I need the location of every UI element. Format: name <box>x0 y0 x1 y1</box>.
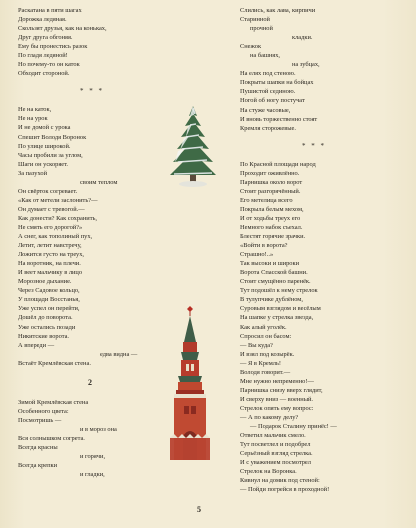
right-poem-line: Кивнул на домик под стеной: <box>240 477 320 485</box>
right-poem-line: Ответил мальчик смело. <box>240 432 306 440</box>
right-poem-line: — Подарок Сталину принёс! — <box>250 423 337 431</box>
left-poem-line: За пазухой <box>18 169 48 177</box>
stanza-gap <box>240 133 400 141</box>
right-poem-line: прочной <box>250 25 273 33</box>
stanza-gap <box>18 390 158 398</box>
right-poem-line: — Вы куда? <box>240 341 273 349</box>
right-poem-line: Снежок <box>240 43 262 51</box>
right-poem-line: Парнишка около ворот <box>240 178 303 186</box>
right-poem-line: на зубцах, <box>292 61 320 69</box>
right-poem-line: Его метелица всего <box>240 196 293 204</box>
left-poem-line: Не смять его дорогой?» <box>18 223 83 231</box>
left-poem-line: едва видна — <box>100 350 138 358</box>
right-poem-line: Покрыла белым мехом, <box>240 205 304 213</box>
right-poem-line: — Я в Кремль! <box>240 359 282 367</box>
left-poem-line: Особенного цвета: <box>18 407 69 415</box>
left-poem-line: Вся солнышком согрета. <box>18 434 85 442</box>
right-poem-line: «Войти в ворота? <box>240 242 288 250</box>
right-poem-line: И вновь торжественно стоят <box>240 115 318 123</box>
left-poem-line: Ему бы пронестись разок <box>18 43 88 51</box>
left-poem-line: Не на урок <box>18 115 48 123</box>
left-poem-line: Никитские ворота. <box>18 332 70 340</box>
left-poem-line: Обходит стороной. <box>18 70 70 78</box>
left-poem-line: Часы пробили за углом, <box>18 151 83 159</box>
right-poem-line: Покрыты шапки на бойцах <box>240 79 314 87</box>
right-poem-line: Страшно!..» <box>240 251 274 259</box>
left-poem-line: Через Садовое кольцо, <box>18 287 80 295</box>
left-poem-line: По улице широкой. <box>18 142 71 150</box>
left-poem-line: Морозное дыхание. <box>18 278 72 286</box>
left-poem-line: и в мороз она <box>80 425 117 433</box>
stanza-gap <box>18 78 158 86</box>
right-poem-line: Володя говорит.— <box>240 368 291 376</box>
right-poem-line: Старинной <box>240 16 270 24</box>
right-poem-line: И сверху вниз — военный. <box>240 395 314 403</box>
left-poem-line: Он думает с тревогой.— <box>18 205 85 213</box>
section-divider: * * * <box>80 87 104 96</box>
left-poem-line: Но почему-то он каток <box>18 61 80 69</box>
left-poem-line: А впереди — <box>18 341 55 349</box>
right-poem-line: Пушистой сединою. <box>240 88 296 96</box>
left-poem-line: Друг друга обгоняя. <box>18 34 73 42</box>
left-poem-line: Встаёт Кремлёвская стена. <box>18 359 91 367</box>
left-poem-line: Не на каток, <box>18 106 52 114</box>
left-poem-line: Уже остались позади <box>18 323 76 331</box>
left-poem-line: «Как от метели заслонить?— <box>18 196 98 204</box>
left-poem-line: Скользят друзья, как на коньках, <box>18 25 107 33</box>
page-number: 5 <box>197 505 201 514</box>
right-poem-line: Стрелок на Воронка. <box>240 468 297 476</box>
right-poem-line: Немного набок съехал. <box>240 223 303 231</box>
left-poem-line: На воротник, на плечи. <box>18 260 81 268</box>
left-poem-line: Ложится густо на треух, <box>18 251 85 259</box>
left-poem-line: своим теплом <box>80 178 118 186</box>
left-poem-line: Зимой Кремлёвская стена <box>18 398 89 406</box>
right-poem-line: Блестят горячие зрачки. <box>240 233 306 241</box>
left-poem-line: Всегда красны <box>18 443 58 451</box>
left-poem-line: Дорожка ледяная. <box>18 16 67 24</box>
left-poem-line: Он свёрток согревает. <box>18 187 78 195</box>
right-poem-line: Стоит смущённо паренёк. <box>240 278 311 286</box>
left-poem-line: Дошёл до поворота. <box>18 314 73 322</box>
right-poem-line: По Красной площади народ <box>240 160 316 168</box>
stanza-gap <box>18 97 158 105</box>
fir-tree-illustration <box>166 104 220 188</box>
right-poem-line: Стрелок опять ему вопрос: <box>240 404 314 412</box>
left-poem-line: По гладя ледяной! <box>18 52 68 60</box>
section-number: 2 <box>88 377 92 387</box>
right-poem-line: Мне нужно непременно!— <box>240 377 314 385</box>
left-poem-line: А снег, как тополиный пух, <box>18 233 93 241</box>
right-poem-line: И взял под козырёк. <box>240 350 295 358</box>
right-poem-line: Тут посветлел и подобрел <box>240 441 311 449</box>
right-poem-line: — Пойди погрейся в проходной! <box>240 486 330 494</box>
right-poem-line: На стуже часовые, <box>240 106 291 114</box>
right-poem-line: Так высоки и широки <box>240 260 300 268</box>
right-poem-line: В тулупчике дублёном, <box>240 296 303 304</box>
stanza-gap <box>240 152 400 160</box>
left-poem-line: У площади Восстанья, <box>18 296 80 304</box>
right-poem-line: Тут подошёл к нему стрелок <box>240 287 318 295</box>
left-poem-line: Как донести? Как сохранить, <box>18 214 98 222</box>
left-poem-line: Уже успел он перейти, <box>18 305 80 313</box>
right-poem-line: И от ходьбы треух его <box>240 214 301 222</box>
left-poem-line: Всегда крепки <box>18 462 58 470</box>
right-poem-line: И с уважением посмотрел <box>240 459 311 467</box>
right-poem-line: Спросил он басом: <box>240 332 292 340</box>
right-poem-line: Как алый уголёк. <box>240 323 287 331</box>
left-poem-line: Шаги он ускоряет. <box>18 160 69 168</box>
left-poem-line: Посмотришь — <box>18 416 62 424</box>
right-poem-line: Кремля сторожевые. <box>240 124 296 132</box>
left-poem-line: и гладки, <box>80 471 105 479</box>
right-poem-line: Слились, как лава, кирпичи <box>240 7 316 14</box>
right-poem-line: Стоит разгорячённый. <box>240 187 301 195</box>
right-poem-line: Парнишка снизу вверх глядит, <box>240 386 323 394</box>
stanza-gap <box>18 368 158 376</box>
right-poem-line: на башнях, <box>250 52 281 60</box>
right-poem-line: На шапке у стрелка звезда, <box>240 314 314 322</box>
right-poem-column <box>240 6 400 494</box>
left-poem-line: Раскатана в пяти шагах <box>18 7 82 14</box>
right-poem-line: Суровым взглядом и весёлым <box>240 305 321 313</box>
left-poem-line: Летит, летит навстречу, <box>18 242 82 250</box>
left-poem-line: Спешит Володя Воронок <box>18 133 87 141</box>
right-poem-line: На елях под стеною. <box>240 70 296 78</box>
left-poem-line: И не домой с урока <box>18 124 71 132</box>
right-poem-line: Ворота Спасской башни. <box>240 269 308 277</box>
right-poem-line: кладки. <box>292 34 313 42</box>
right-poem-line: Серьёзный взгляд стрелка. <box>240 450 313 458</box>
left-poem-column <box>18 6 158 479</box>
left-poem-line: и горячи, <box>80 453 106 461</box>
right-poem-line: — А по какому делу? <box>240 413 299 421</box>
kremlin-tower-illustration <box>166 306 214 462</box>
right-poem-line: Ногой об ногу постучат <box>240 97 305 105</box>
right-poem-line: Проходит оживлённо. <box>240 169 300 177</box>
left-poem-line: И веет мальчику в лицо <box>18 269 83 277</box>
section-divider: * * * <box>302 141 326 150</box>
